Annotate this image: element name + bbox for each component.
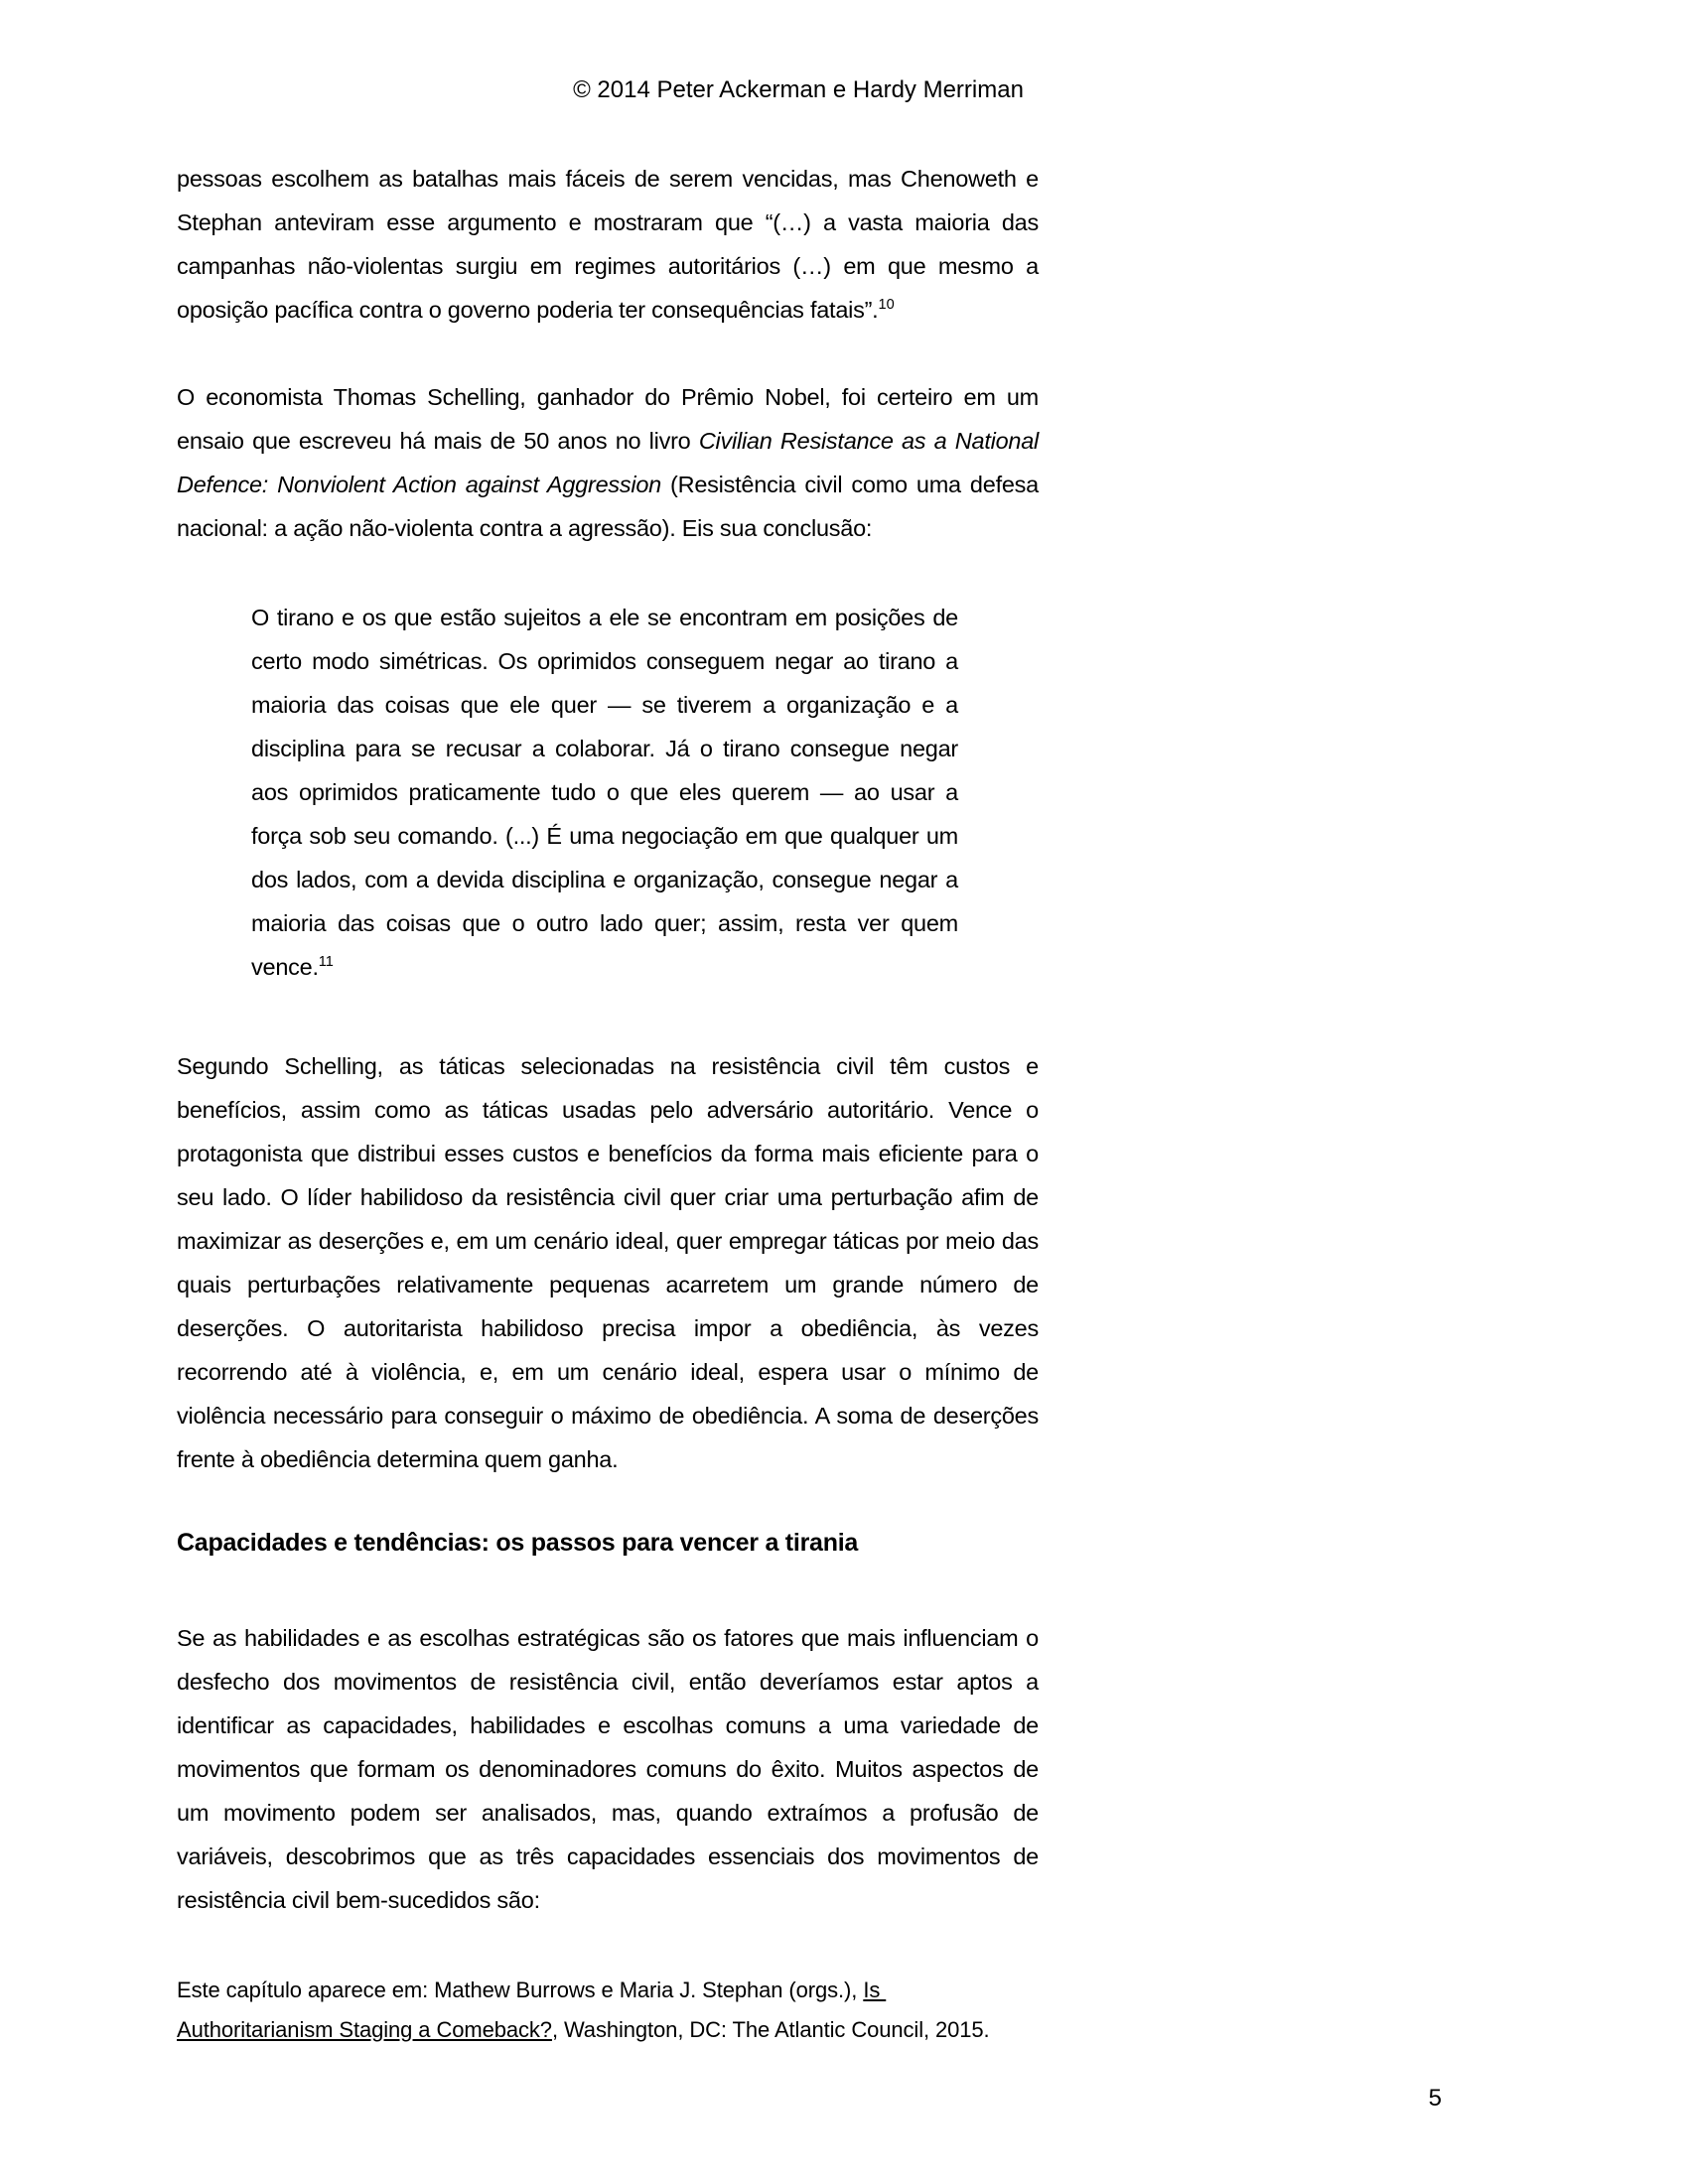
- paragraph-text: Segundo Schelling, as táticas selecionadas na resistência civil têm custos e benefícios, assim como as táticas usadas pelo adversário autoritário. Vence o protagonista que distribui esses custos e benefícios da forma mais eficiente para o seu lado. O líder habilidoso da resistência civil quer criar uma perturbação afim de maximizar as deserções e, em um cenário ideal, quer empregar táticas por meio das quais perturbações relativamente pequenas acarretem um grande número de deserções. O autoritarista habilidoso precisa impor a obediência, às vezes recorrendo até à violência, e, em um cenário ideal, espera usar o mínimo de violência necessário para conseguir o máximo de obediência. A soma de deserções frente à obediência determina quem ganha.: [177, 1053, 1039, 1472]
- paragraph: [177, 1044, 1039, 1481]
- cited-work-title: Authoritarianism Staging a Comeback?: [177, 2017, 552, 2042]
- footnote-reference: 10: [878, 297, 895, 314]
- paragraph-text: (Resistência civil como uma defesa nacional: a ação não-violenta contra a agressão). Eis sua conclusão:: [177, 472, 1039, 541]
- page-number: 5: [1428, 2085, 1442, 2112]
- paragraph-text: O economista Thomas Schelling, ganhador do Prêmio Nobel, foi certeiro em um ensaio que escreveu há mais de 50 anos no livro: [177, 384, 1039, 454]
- cited-work-title: Is: [863, 1978, 887, 2002]
- block-quote: [251, 596, 958, 989]
- paragraph: [177, 157, 1039, 332]
- footnote-reference: 11: [318, 954, 334, 971]
- footnote-text: Este capítulo aparece em: Mathew Burrows e Maria J. Stephan (orgs.),: [177, 1978, 864, 2002]
- paragraph: [177, 375, 1039, 550]
- document-body: [177, 157, 1039, 1922]
- book-title-italic: Civilian Resistance as a National Defence: Nonviolent Action against Aggression: [177, 428, 1039, 497]
- footnote-text: , Washington, DC: The Atlantic Council, 2015.: [551, 2017, 990, 2042]
- paragraph-text: pessoas escolhem as batalhas mais fáceis de serem vencidas, mas Chenoweth e Stephan anteviram esse argumento e mostraram que “(…) a vasta maioria das campanhas não-violentas surgiu em regimes autoritários (…) em que mesmo a oposição pacífica contra o governo poderia ter consequências fatais”.: [177, 166, 1039, 323]
- section-heading: Capacidades e tendências: os passos para vencer a tirania: [177, 1529, 859, 1557]
- chapter-footnote: [177, 1971, 1051, 2050]
- paragraph-text: Se as habilidades e as escolhas estratégicas são os fatores que mais influenciam o desfecho dos movimentos de resistência civil, então deveríamos estar aptos a identificar as capacidades, habilidades e escolhas comuns a uma variedade de movimentos que formam os denominadores comuns do êxito. Muitos aspectos de um movimento podem ser analisados, mas, quando extraímos a profusão de variáveis, descobrimos que as três capacidades essenciais dos movimentos de resistência civil bem-sucedidos são:: [177, 1625, 1039, 1913]
- quote-text: O tirano e os que estão sujeitos a ele se encontram em posições de certo modo simétricas. Os oprimidos conseguem negar ao tirano a maioria das coisas que ele quer — se tiverem a organização e a disciplina para se recusar a colaborar. Já o tirano consegue negar aos oprimidos praticamente tudo o que eles querem — ao usar a força sob seu comando. (...) É uma negociação em que qualquer um dos lados, com a devida disciplina e organização, consegue negar a maioria das coisas que o outro lado quer; assim, resta ver quem vence.: [251, 605, 958, 980]
- paragraph: [177, 1616, 1039, 1922]
- page-header-copyright: © 2014 Peter Ackerman e Hardy Merriman: [573, 76, 1024, 103]
